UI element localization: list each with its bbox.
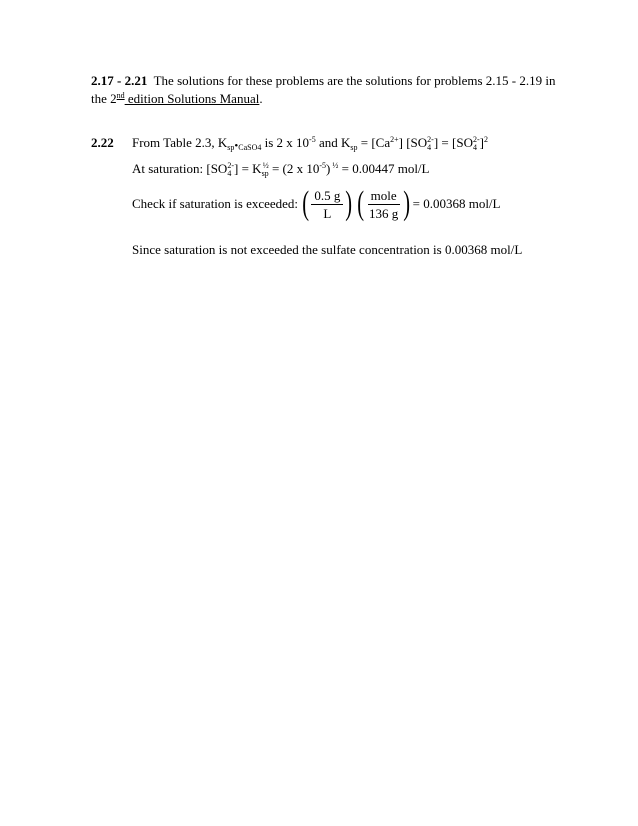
sup: 2- (427, 135, 434, 144)
sub: CaSO4 (238, 143, 262, 152)
sub: sp (350, 143, 358, 152)
text: . (259, 91, 263, 106)
text: is 2 x 10 (261, 135, 310, 150)
ordinal-sup: nd (116, 91, 125, 100)
paragraph-2-17 (91, 73, 555, 89)
sub: 4 (472, 143, 477, 152)
right-paren: ) (345, 185, 353, 222)
manual-title: edition Solutions Manual (124, 91, 260, 106)
text: ) (326, 161, 331, 176)
sup: ½ (262, 161, 269, 170)
sup: 2+ (390, 135, 399, 144)
denominator: 136 g (369, 205, 399, 221)
numerator: 0.5 g (311, 188, 343, 205)
sup: -5 (309, 135, 316, 144)
sup: 2- (227, 161, 234, 170)
problem-2-22-conclusion: Since saturation is not exceeded the sulfate concentration is 0.00368 mol/L (132, 242, 523, 257)
check-label: Check if saturation is exceeded: (132, 196, 299, 211)
sup: 2 (483, 135, 488, 144)
text: ] (479, 135, 484, 150)
text: the 2 (91, 91, 117, 106)
text: = 0.00447 mol/L (338, 161, 430, 176)
denominator: L (323, 205, 332, 221)
sub: 4 (227, 169, 232, 178)
text: ] = K (234, 161, 262, 176)
problem-2-22-line2 (132, 161, 429, 177)
sup: ½ (330, 161, 339, 170)
paragraph-2-17-line2 (91, 91, 263, 107)
text: ] [SO (398, 135, 428, 150)
problem-number: 2.17 - 2.21 (91, 73, 148, 88)
sub: sp (227, 143, 235, 152)
paragraph-text: The solutions for these problems are the solutions for problems 2.15 - 2.19 in (153, 73, 556, 88)
problem-2-22-line3 (132, 187, 500, 221)
text: ] = [SO (433, 135, 473, 150)
text: = (2 x 10 (268, 161, 320, 176)
right-paren: ) (403, 185, 411, 222)
problem-2-22-line1 (132, 135, 488, 151)
text: and K (315, 135, 351, 150)
numerator: mole (368, 188, 400, 205)
result: = 0.00368 mol/L (412, 196, 501, 211)
text: From Table 2.3, K (132, 135, 228, 150)
fraction-grams-per-liter (311, 188, 343, 221)
text: = [Ca (357, 135, 391, 150)
fraction-mole-per-gram (366, 188, 401, 221)
problem-number-2-22: 2.22 (91, 135, 114, 150)
left-paren: ( (356, 185, 364, 222)
sub: 4 (427, 143, 432, 152)
text: At saturation: [SO (132, 161, 228, 176)
sup: -5 (319, 161, 327, 170)
sup: 2- (472, 135, 480, 144)
bullet: • (234, 140, 239, 152)
sub: sp (261, 169, 269, 178)
left-paren: ( (302, 185, 310, 222)
